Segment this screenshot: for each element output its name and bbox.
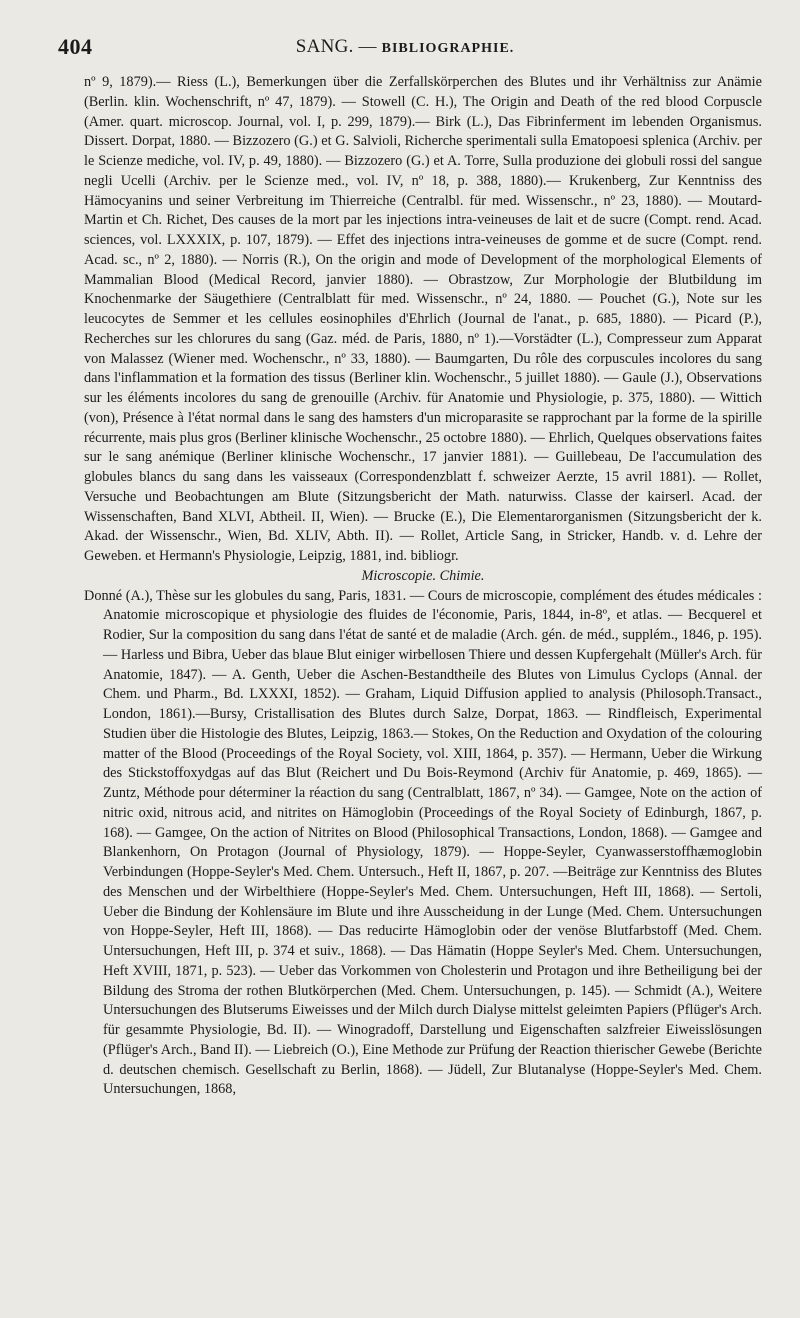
section-title: Microscopie. Chimie. (361, 567, 485, 584)
bibliography-paragraph-2: Donné (A.), Thèse sur les globules du sang, Paris, 1831. — Cours de microscopie, complément des études médicales : Anatomie microscopique et physiologie des fluides de l'économie, Paris, 1844, in-8º, et atlas. — Becquerel et Rodier, Sur la composition du sang dans l'état de santé et de maladie (Arch. gén. de méd., supplém., 1846, p. 195).— Harless und Bibra, Ueber das blaue Blut einiger wirbellosen Thiere und dessen Kupfergehalt (Müller's Arch. für Anatomie, 1847). — A. Genth, Ueber die Aschen-Bestandtheile des Blutes von Limulus Cyclops (Annal. der Chem. und Pharm., Bd. LXXXI, 1852). — Graham, Liquid Diffusion applied to analysis (Philosoph.Transact., London, 1861).—Bursy, Cristallisation des Blutes durch Salze, Dorpat, 1863. — Rindfleisch, Experimental Studien über die Histologie des Blutes, Leipzig, 1863.— Stokes, On the Reduction and Oxydation of the colouring matter of the Blood (Proceedings of the Royal Society, vol. XIII, 1864, p. 357). — Hermann, Ueber die Wirkung des Stickstoffoxydgas auf das Blut (Reichert und Du Bois-Reymond (Archiv für Anatomie, p. 469, 1865). — Zuntz, Méthode pour déterminer la réaction du sang (Centralblatt, 1867, nº 34). — Gamgee, Note on the action of nitric oxid, nitrous acid, and nitrites on Hämoglobin (Proceedings of the Royal Society of Edinburgh, 1867, p. 168). — Gamgee, On the action of Nitrites on Blood (Philosophical Transactions, London, 1868). — Gamgee and Blankenhorn, On Protagon (Journal of Physiology, 1879). — Hoppe-Seyler, Cyanwasserstoffhæmoglobin Verbindungen (Hoppe-Seyler's Med. Chem. Untersuch., Heft II, 1867, p. 207. —Beiträge zur Kenntniss des Blutes des Menschen und der Wirbelthiere (Hoppe-Seyler's Med. Chem. Untersuchungen, Heft III, 1868). — Sertoli, Ueber die Bindung der Kohlensäure im Blute und ihre Ausscheidung in der Lunge (Med. Chem. Untersuchungen von Hoppe-Seyler, Heft III, 1868). — Das reducirte Hämoglobin oder der venöse Blutfarbstoff (Med. Chem. Untersuchungen, Heft III, p. 374 et suiv., 1868). — Das Hämatin (Hoppe Seyler's Med. Chem. Untersuchungen, Heft XVIII, 1871, p. 523). — Ueber das Vorkommen von Cholesterin und Protagon und ihre Betheiligung bei der Bildung des Stroma der rothen Blutkörperchen (Med. Chem. Untersuchungen, p. 145). — Schmidt (A.), Weitere Untersuchungen des Blutserums Eiweisses und der Milch durch Dialyse mittelst geleimten Papiers (Pflüger's Arch. für gesammte Physiologie, Bd. II). — Winogradoff, Darstellung und Eigenschaften salzfreier Eiweisslösungen (Pflüger's Arch., Band II). — Liebreich (O.), Eine Methode zur Prüfung der Reaction thierischer Gewebe (Berichte d. deutschen chemisch. Gesellschaft zu Berlin, 1868). — Jüdell, Zur Blutanalyse (Hoppe-Seyler's Med. Chem. Untersuchungen, 1868, (84, 587, 762, 1098)
header-dash: — (358, 36, 377, 56)
running-header (58, 34, 752, 62)
bibliography-body (84, 73, 762, 1100)
running-title (58, 36, 752, 58)
header-subtitle: BIBLIOGRAPHIE. (381, 41, 515, 56)
page-number: 404 (58, 34, 93, 59)
bibliography-paragraph-1: nº 9, 1879).— Riess (L.), Bemerkungen über die Zerfallskörperchen des Blutes und ihr Verhältniss zur Anämie (Berlin. klin. Wochenschrift, nº 47, 1879). — Stowell (C. H.), The Origin and Death of the red blood Corpuscle (Amer. quart. microscop. Journal, vol. I, p. 299, 1879).— Birk (L.), Das Fibrinferment im lebenden Organismus. Dissert. Dorpat, 1880. — Bizzozero (G.) et G. Salvioli, Richerche sperimentali sulla Ematopoesi splenica (Archiv. per le Scienze mediche, vol. IV, p. 49, 1880). — Bizzozero (G.) et A. Torre, Sulla produzione dei globuli rossi del sangue negli Ucelli (Archiv. per le Scienze med., vol. IV, nº 18, p. 388, 1880).— Krukenberg, Zur Kenntniss des Hämocyanins und seiner Verbreitung im Thierreiche (Centralbl. für med. Wissenschr., nº 23, 1880). — Moutard-Martin et Ch. Richet, Des causes de la mort par les injections intra-veineuses de lait et de sucre (Compt. rend. Acad. sciences, vol. LXXXIX, p. 107, 1879). — Effet des injections intra-veineuses de gomme et de sucre (Compt. rend. Acad. sc., nº 2, 1880). — Norris (R.), On the origin and mode of Development of the morphological Elements of Mammalian Blood (Medical Record, janvier 1880). — Obrastzow, Zur Morphologie der Blutbildung im Knochenmarke der Säugethiere (Centralblatt für med. Wissenschr., nº 24, 1880. — Pouchet (G.), Note sur les leucocytes de Semmer et les cellules eosinophiles d'Ehrlich (Journal de l'anat., p. 685, 1880). — Picard (P.), Recherches sur les chlorures du sang (Gaz. méd. de Paris, 1880, nº 1).—Vorstädter (L.), Compresseur zum Apparat von Malassez (Wiener med. Wochenschr., nº 33, 1880). — Baumgarten, Du rôle des corpuscules incolores du sang dans l'inflammation et la formation des tissus (Berliner klin. Wochenschr., 5 juillet 1880). — Gaule (J.), Observations sur les éléments incolores du sang de grenouille (Archiv. für Anatomie und Physiologie, p. 375, 1880). — Wittich (von), Présence à l'état normal dans le sang des hamsters d'un microparasite se rapprochant par la forme de la spirille récurrente, mais plus gros (Berliner klinische Wochenschr., 25 octobre 1880). — Ehrlich, Quelques observations faites sur le sang anémique (Berliner klinische Wochenschr., 17 janvier 1881). — Guillebeau, De l'accumulation des globules blancs du sang dans les vaisseaux (Correspondenzblatt f. schweizer Aerzte, 15 avril 1881). — Rollet, Versuche und Beobachtungen am Blute (Sitzungsbericht der Math. naturwiss. Classe der kairserl. Acad. der Wissenschaften, Band XLVI, Abtheil. II, Wien). — Brucke (E.), Die Elementarorganismen (Sitzungsbericht der k. Akad. der Wissenschr., Wien, Bd. XLIV, Abth. II). — Rollet, Article Sang, in Stricker, Handb. v. d. Lehre der Geweben. et Hermann's Physiologie, Leipzig, 1881, ind. bibliogr. (84, 74, 762, 564)
header-title: SANG. (295, 36, 354, 57)
